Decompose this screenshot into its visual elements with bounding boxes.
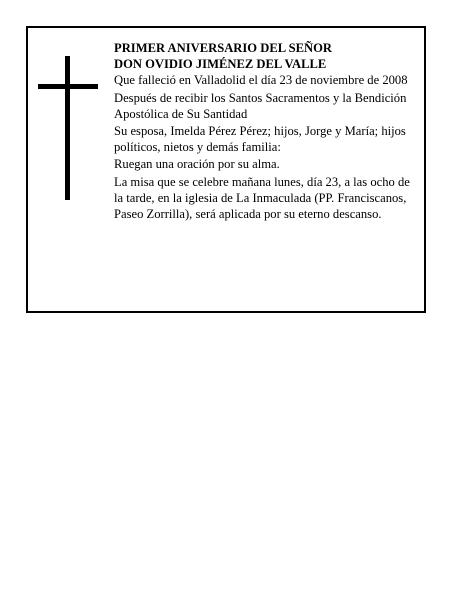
- notice-paragraph-prayer: Ruegan una oración por su alma.: [114, 157, 280, 172]
- cross-horizontal-bar: [38, 84, 98, 89]
- notice-heading-line-2: DON OVIDIO JIMÉNEZ DEL VALLE: [114, 57, 327, 72]
- notice-heading-line-1: PRIMER ANIVERSARIO DEL SEÑOR: [114, 41, 332, 55]
- notice-text-block: [114, 40, 422, 223]
- obituary-notice: [26, 26, 426, 313]
- cross-vertical-bar: [65, 56, 70, 200]
- latin-cross-icon: [38, 56, 98, 200]
- notice-paragraph-sacraments: Después de recibir los Santos Sacramentos y la Bendición Apostólica de Su Santidad: [114, 90, 407, 121]
- notice-paragraph-family: Su esposa, Imelda Pérez Pérez; hijos, Jorge y María; hijos políticos, nietos y demás familia:: [114, 124, 406, 155]
- notice-paragraph-death: Que falleció en Valladolid el día 23 de noviembre de 2008: [114, 73, 408, 88]
- notice-paragraph-mass: La misa que se celebre mañana lunes, día 23, a las ocho de la tarde, en la iglesia de La Inmaculada (PP. Franciscanos, Paseo Zorrilla), será aplicada por su eterno descanso.: [114, 174, 410, 222]
